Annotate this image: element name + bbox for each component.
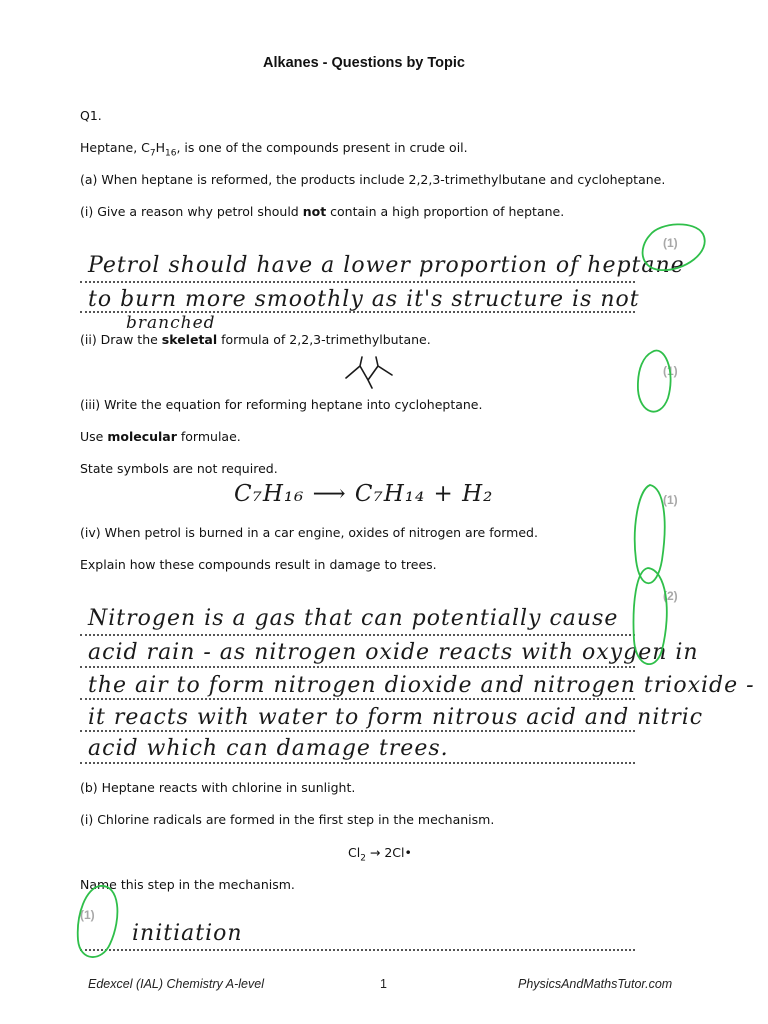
marks-a-iv: (2) xyxy=(663,589,678,603)
part-a-i-bold: not xyxy=(302,204,327,219)
equation-sub: 2 xyxy=(360,853,366,864)
handwritten-answer-a-iv-line4: it reacts with water to form nitrous acid and nitric xyxy=(88,705,704,730)
handwritten-answer-a-iii: C₇H₁₆ ⟶ C₇H₁₄ + H₂ xyxy=(234,481,494,507)
intro-sub-16: 16 xyxy=(165,148,177,159)
intro-post: , is one of the compounds present in crude oil. xyxy=(176,140,468,155)
marks-a-iii: (1) xyxy=(663,493,678,507)
handwritten-answer-a-iv-line1: Nitrogen is a gas that can potentially cause xyxy=(88,606,619,631)
green-circle-mark-a-ii xyxy=(638,351,671,412)
part-a-ii-post: formula of 2,2,3-trimethylbutane. xyxy=(217,332,431,347)
handwritten-answer-b-i: initiation xyxy=(132,921,243,946)
part-b-i-text: (i) Chlorine radicals are formed in the first step in the mechanism. xyxy=(80,812,495,827)
question-number: Q1. xyxy=(80,108,102,123)
marks-a-ii: (1) xyxy=(663,364,678,378)
part-a-ii-pre: (ii) Draw the xyxy=(80,332,162,347)
part-a-i-pre: (i) Give a reason why petrol should xyxy=(80,204,303,219)
equation-pre: Cl xyxy=(348,845,361,860)
part-a-text: (a) When heptane is reformed, the products include 2,2,3-trimethylbutane and cycloheptane. xyxy=(80,172,666,187)
page-title: Alkanes - Questions by Topic xyxy=(263,55,465,71)
part-b-text: (b) Heptane reacts with chlorine in sunlight. xyxy=(80,780,356,795)
handwritten-answer-a-i-line1: Petrol should have a lower proportion of heptane xyxy=(88,253,685,278)
page-number: 1 xyxy=(380,977,387,991)
handwritten-answer-a-iv-line2: acid rain - as nitrogen oxide reacts with oxygen in xyxy=(88,640,699,665)
explain-text: Explain how these compounds result in damage to trees. xyxy=(80,557,437,572)
name-step-text: Name this step in the mechanism. xyxy=(80,877,295,892)
use-molecular-pre: Use xyxy=(80,429,108,444)
part-a-ii-bold: skeletal xyxy=(161,332,218,347)
equation-post: → 2Cl• xyxy=(365,845,412,860)
state-symbols-text: State symbols are not required. xyxy=(80,461,278,476)
part-a-iii-text: (iii) Write the equation for reforming heptane into cycloheptane. xyxy=(80,397,483,412)
handwritten-answer-a-i-line3: branched xyxy=(126,313,216,333)
skeletal-formula-drawing xyxy=(346,357,392,388)
marks-a-i: (1) xyxy=(663,236,678,250)
use-molecular-bold: molecular xyxy=(107,429,177,444)
part-a-i-post: contain a high proportion of heptane. xyxy=(326,204,565,219)
marks-b-i: (1) xyxy=(80,908,95,922)
part-a-iv-text: (iv) When petrol is burned in a car engine, oxides of nitrogen are formed. xyxy=(80,525,538,540)
intro-pre: Heptane, C xyxy=(80,140,150,155)
handwritten-answer-a-iv-line5: acid which can damage trees. xyxy=(88,736,449,761)
intro-mid: H xyxy=(155,140,166,155)
green-circle-mark-a-i xyxy=(643,224,705,270)
green-circle-mark-b-i xyxy=(78,886,118,957)
footer-right: PhysicsAndMathsTutor.com xyxy=(518,977,673,991)
footer-left: Edexcel (IAL) Chemistry A-level xyxy=(88,977,264,991)
handwritten-answer-a-iv-line3: the air to form nitrogen dioxide and nitrogen trioxide - xyxy=(88,673,755,698)
handwritten-answer-a-i-line2: to burn more smoothly as it's structure is not xyxy=(88,287,640,312)
intro-sub-7: 7 xyxy=(149,148,156,159)
use-molecular-post: formulae. xyxy=(176,429,241,444)
